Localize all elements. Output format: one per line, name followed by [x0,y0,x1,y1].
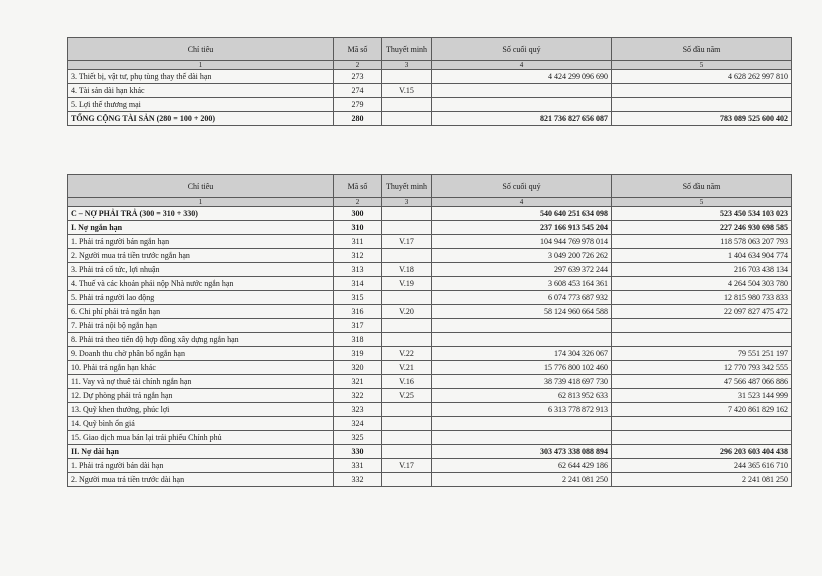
row-code: 316 [334,305,382,319]
row-note [382,473,432,487]
row-note [382,445,432,459]
table-row [68,417,792,431]
row-note [382,319,432,333]
row-value-start [612,319,792,333]
row-value-start: 2 241 081 250 [612,473,792,487]
row-value-end: 237 166 913 545 204 [432,221,612,235]
column-number: 4 [432,198,612,207]
table-row [68,207,792,221]
row-value-start: 244 365 616 710 [612,459,792,473]
header-ma-so: Mã số [334,175,382,198]
row-note: V.16 [382,375,432,389]
header-so-dau-nam: Số đầu năm [612,38,792,61]
row-code: 332 [334,473,382,487]
row-value-start: 296 203 603 404 438 [612,445,792,459]
row-value-end: 58 124 960 664 588 [432,305,612,319]
row-note: V.20 [382,305,432,319]
row-code: 318 [334,333,382,347]
row-label: 5. Lợi thế thương mại [68,98,334,112]
row-label: 2. Người mua trả tiền trước ngắn hạn [68,249,334,263]
row-label: 1. Phải trả người bán ngắn hạn [68,235,334,249]
row-value-start: 12 770 793 342 555 [612,361,792,375]
row-label: C – NỢ PHẢI TRẢ (300 = 310 + 330) [68,207,334,221]
row-value-end [432,431,612,445]
row-value-end: 62 644 429 186 [432,459,612,473]
row-value-end: 38 739 418 697 730 [432,375,612,389]
table-row [68,249,792,263]
row-value-start [612,333,792,347]
row-code: 315 [334,291,382,305]
row-label: I. Nợ ngắn hạn [68,221,334,235]
row-code: 330 [334,445,382,459]
row-note: V.21 [382,361,432,375]
row-code: 313 [334,263,382,277]
row-label: 2. Người mua trả tiền trước dài hạn [68,473,334,487]
row-code: 323 [334,403,382,417]
row-code: 324 [334,417,382,431]
table-row [68,403,792,417]
row-code: 273 [334,70,382,84]
column-number: 5 [612,61,792,70]
row-code: 274 [334,84,382,98]
row-value-start: 1 404 634 904 774 [612,249,792,263]
row-code: 317 [334,319,382,333]
row-note: V.17 [382,459,432,473]
row-label: 10. Phải trả ngắn hạn khác [68,361,334,375]
row-code: 312 [334,249,382,263]
row-code: 322 [334,389,382,403]
row-code: 325 [334,431,382,445]
row-code: 314 [334,277,382,291]
row-value-start: 216 703 438 134 [612,263,792,277]
row-value-end: 297 639 372 244 [432,263,612,277]
row-value-start: 4 628 262 997 810 [612,70,792,84]
table-row [68,431,792,445]
row-value-end [432,98,612,112]
row-value-start [612,84,792,98]
row-note [382,207,432,221]
row-note [382,431,432,445]
row-value-start [612,431,792,445]
row-note [382,70,432,84]
row-code: 321 [334,375,382,389]
header-so-cuoi-quy: Số cuối quý [432,38,612,61]
row-label: TỔNG CỘNG TÀI SẢN (280 = 100 + 200) [68,112,334,126]
column-number: 2 [334,61,382,70]
row-code: 320 [334,361,382,375]
row-note: V.15 [382,84,432,98]
row-label: 5. Phải trả người lao động [68,291,334,305]
header-so-cuoi-quy: Số cuối quý [432,175,612,198]
table-row [68,263,792,277]
column-number: 5 [612,198,792,207]
row-note: V.22 [382,347,432,361]
row-value-end: 2 241 081 250 [432,473,612,487]
row-value-start: 783 089 525 600 402 [612,112,792,126]
table-row [68,98,792,112]
row-code: 331 [334,459,382,473]
row-value-end: 4 424 299 096 690 [432,70,612,84]
header-so-dau-nam: Số đầu năm [612,175,792,198]
row-value-start: 118 578 063 207 793 [612,235,792,249]
row-value-end: 540 640 251 634 098 [432,207,612,221]
row-note: V.25 [382,389,432,403]
row-value-end: 6 074 773 687 932 [432,291,612,305]
row-code: 279 [334,98,382,112]
table-row [68,459,792,473]
table-row [68,319,792,333]
header-thuyet-minh: Thuyết minh [382,175,432,198]
row-label: 1. Phải trả người bán dài hạn [68,459,334,473]
row-value-start: 227 246 930 698 585 [612,221,792,235]
row-value-end [432,319,612,333]
row-value-end [432,417,612,431]
row-note [382,221,432,235]
table-row [68,347,792,361]
header-chi-tieu: Chỉ tiêu [68,38,334,61]
row-value-end: 174 304 326 067 [432,347,612,361]
row-label: 8. Phải trả theo tiến độ hợp đồng xây dựng ngắn hạn [68,333,334,347]
row-label: 13. Quỹ khen thưởng, phúc lợi [68,403,334,417]
row-value-start: 47 566 487 066 886 [612,375,792,389]
row-note [382,417,432,431]
table-row [68,112,792,126]
row-code: 311 [334,235,382,249]
row-value-start: 4 264 504 303 780 [612,277,792,291]
table-row [68,277,792,291]
header-ma-so: Mã số [334,38,382,61]
row-label: 6. Chi phí phải trả ngắn hạn [68,305,334,319]
row-note [382,333,432,347]
row-value-start: 31 523 144 999 [612,389,792,403]
row-value-end: 6 313 778 872 913 [432,403,612,417]
table-row [68,375,792,389]
row-label: 12. Dự phòng phải trả ngắn hạn [68,389,334,403]
table-row [68,84,792,98]
row-value-start: 79 551 251 197 [612,347,792,361]
balance-sheet-table-assets [67,37,792,126]
table-row [68,291,792,305]
row-value-end: 62 813 952 633 [432,389,612,403]
row-value-end [432,84,612,98]
row-value-end: 3 049 200 726 262 [432,249,612,263]
table-row [68,361,792,375]
row-label: 14. Quỹ bình ổn giá [68,417,334,431]
row-note: V.17 [382,235,432,249]
header-chi-tieu: Chỉ tiêu [68,175,334,198]
row-label: 9. Doanh thu chờ phân bổ ngắn hạn [68,347,334,361]
row-code: 280 [334,112,382,126]
row-value-end: 303 473 338 088 894 [432,445,612,459]
row-label: 3. Thiết bị, vật tư, phụ tùng thay thế dài hạn [68,70,334,84]
row-value-start [612,98,792,112]
column-number: 4 [432,61,612,70]
row-code: 319 [334,347,382,361]
column-number: 3 [382,198,432,207]
table-row [68,305,792,319]
row-value-start [612,417,792,431]
row-code: 300 [334,207,382,221]
column-number: 3 [382,61,432,70]
table-row [68,389,792,403]
row-value-end [432,333,612,347]
row-value-start: 12 815 980 733 833 [612,291,792,305]
column-number: 1 [68,198,334,207]
row-note [382,112,432,126]
row-label: 3. Phải trả cổ tức, lợi nhuận [68,263,334,277]
row-note [382,98,432,112]
row-code: 310 [334,221,382,235]
row-value-end: 15 776 800 102 460 [432,361,612,375]
row-note: V.18 [382,263,432,277]
table-row [68,445,792,459]
table-row [68,473,792,487]
row-value-start: 523 450 534 103 023 [612,207,792,221]
row-label: 11. Vay và nợ thuê tài chính ngắn hạn [68,375,334,389]
table-row [68,221,792,235]
header-thuyet-minh: Thuyết minh [382,38,432,61]
row-label: II. Nợ dài hạn [68,445,334,459]
row-value-end: 104 944 769 978 014 [432,235,612,249]
row-note [382,291,432,305]
table-row [68,70,792,84]
row-value-start: 7 420 861 829 162 [612,403,792,417]
row-label: 15. Giao dịch mua bán lại trái phiếu Chính phủ [68,431,334,445]
row-label: 4. Tài sản dài hạn khác [68,84,334,98]
row-note [382,403,432,417]
column-number: 2 [334,198,382,207]
balance-sheet-table-liabilities [67,174,792,487]
table-row [68,333,792,347]
row-note: V.19 [382,277,432,291]
row-label: 4. Thuế và các khoản phải nộp Nhà nước ngắn hạn [68,277,334,291]
row-value-end: 821 736 827 656 087 [432,112,612,126]
row-value-start: 22 097 827 475 472 [612,305,792,319]
column-number: 1 [68,61,334,70]
row-note [382,249,432,263]
row-label: 7. Phải trả nội bộ ngắn hạn [68,319,334,333]
table-row [68,235,792,249]
row-value-end: 3 608 453 164 361 [432,277,612,291]
